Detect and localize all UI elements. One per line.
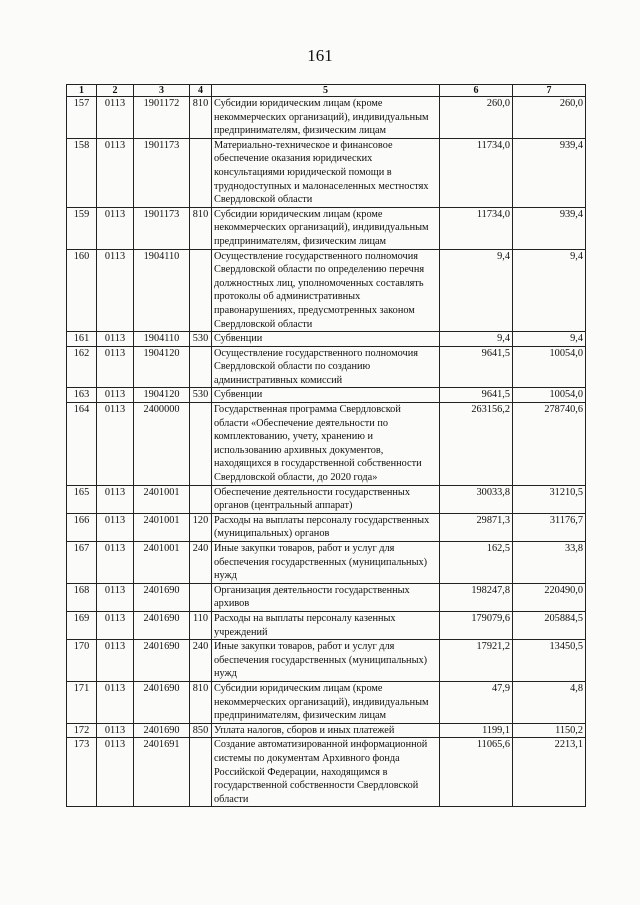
amount-col6-cell: 11734,0 [440,207,513,249]
row-number-cell: 157 [67,97,97,139]
amount-col7-cell: 9,4 [513,332,586,347]
amount-col7-cell: 220490,0 [513,583,586,611]
item-name-cell: Субвенции [212,388,440,403]
target-code-cell: 1901173 [134,207,190,249]
target-code-cell: 2401690 [134,640,190,682]
row-number-cell: 159 [67,207,97,249]
amount-col7-cell: 1150,2 [513,723,586,738]
item-name-cell: Субсидии юридическим лицам (кроме некоммерческих организаций), индивидуальным предпринимателям, физическим лицам [212,681,440,723]
expense-type-cell [190,403,212,486]
expense-type-cell [190,738,212,807]
item-name-cell: Создание автоматизированной информационной системы по документам Архивного фонда Российской Федерации, находящимся в государственной собственности Свердловской области [212,738,440,807]
amount-col6-cell: 162,5 [440,542,513,584]
target-code-cell: 1904120 [134,388,190,403]
row-number-cell: 161 [67,332,97,347]
target-code-cell: 2400000 [134,403,190,486]
amount-col7-cell: 939,4 [513,207,586,249]
amount-col7-cell: 9,4 [513,249,586,332]
section-code-cell: 0113 [97,723,134,738]
amount-col7-cell: 2213,1 [513,738,586,807]
target-code-cell: 1904120 [134,346,190,388]
item-name-cell: Осуществление государственного полномочия Свердловской области по определению перечня должностных лиц, уполномоченных составлять протоколы об административных правонарушениях, предусмотренных законом Свердловской области [212,249,440,332]
target-code-cell: 2401690 [134,611,190,639]
table-row [67,681,586,723]
row-number-cell: 172 [67,723,97,738]
table-row [67,583,586,611]
column-header: 2 [97,85,134,97]
budget-table [66,84,586,807]
item-name-cell: Субсидии юридическим лицам (кроме некоммерческих организаций), индивидуальным предпринимателям, физическим лицам [212,97,440,139]
section-code-cell: 0113 [97,403,134,486]
item-name-cell: Иные закупки товаров, работ и услуг для обеспечения государственных (муниципальных) нужд [212,542,440,584]
section-code-cell: 0113 [97,346,134,388]
row-number-cell: 167 [67,542,97,584]
expense-type-cell: 240 [190,640,212,682]
expense-type-cell: 530 [190,388,212,403]
amount-col6-cell: 9,4 [440,332,513,347]
target-code-cell: 2401690 [134,583,190,611]
target-code-cell: 1904110 [134,249,190,332]
expense-type-cell: 530 [190,332,212,347]
amount-col6-cell: 263156,2 [440,403,513,486]
column-header: 1 [67,85,97,97]
amount-col6-cell: 11734,0 [440,138,513,207]
column-header: 3 [134,85,190,97]
amount-col6-cell: 9641,5 [440,346,513,388]
target-code-cell: 2401001 [134,485,190,513]
expense-type-cell [190,485,212,513]
section-code-cell: 0113 [97,138,134,207]
item-name-cell: Государственная программа Свердловской области «Обеспечение деятельности по комплектованию, учету, хранению и использованию архивных документов, находящихся в государственной собственности Свердловской области, до 2020 года» [212,403,440,486]
row-number-cell: 160 [67,249,97,332]
expense-type-cell: 240 [190,542,212,584]
section-code-cell: 0113 [97,583,134,611]
row-number-cell: 170 [67,640,97,682]
column-header: 6 [440,85,513,97]
table-row [67,611,586,639]
amount-col6-cell: 1199,1 [440,723,513,738]
amount-col7-cell: 260,0 [513,97,586,139]
row-number-cell: 164 [67,403,97,486]
expense-type-cell [190,346,212,388]
amount-col6-cell: 260,0 [440,97,513,139]
table-row [67,403,586,486]
section-code-cell: 0113 [97,249,134,332]
expense-type-cell: 110 [190,611,212,639]
row-number-cell: 169 [67,611,97,639]
expense-type-cell: 810 [190,681,212,723]
amount-col6-cell: 9,4 [440,249,513,332]
item-name-cell: Расходы на выплаты персоналу казенных учреждений [212,611,440,639]
table-row [67,249,586,332]
amount-col7-cell: 10054,0 [513,346,586,388]
item-name-cell: Иные закупки товаров, работ и услуг для обеспечения государственных (муниципальных) нужд [212,640,440,682]
row-number-cell: 173 [67,738,97,807]
table-row [67,640,586,682]
target-code-cell: 2401690 [134,681,190,723]
expense-type-cell [190,249,212,332]
expense-type-cell: 810 [190,207,212,249]
amount-col7-cell: 10054,0 [513,388,586,403]
item-name-cell: Обеспечение деятельности государственных органов (центральный аппарат) [212,485,440,513]
table-row [67,738,586,807]
section-code-cell: 0113 [97,513,134,541]
row-number-cell: 163 [67,388,97,403]
table-row [67,542,586,584]
column-header: 4 [190,85,212,97]
target-code-cell: 1901173 [134,138,190,207]
amount-col6-cell: 179079,6 [440,611,513,639]
table-body [67,97,586,807]
amount-col7-cell: 939,4 [513,138,586,207]
table-row [67,332,586,347]
section-code-cell: 0113 [97,640,134,682]
section-code-cell: 0113 [97,207,134,249]
item-name-cell: Материально-техническое и финансовое обеспечение оказания юридических консультациями юридической помощи в труднодоступных и малонаселенных местностях Свердловской области [212,138,440,207]
item-name-cell: Осуществление государственного полномочия Свердловской области по созданию административных комиссий [212,346,440,388]
expense-type-cell: 810 [190,97,212,139]
amount-col7-cell: 205884,5 [513,611,586,639]
amount-col7-cell: 4,8 [513,681,586,723]
section-code-cell: 0113 [97,97,134,139]
column-header: 5 [212,85,440,97]
amount-col7-cell: 31210,5 [513,485,586,513]
row-number-cell: 165 [67,485,97,513]
table-row [67,485,586,513]
amount-col7-cell: 33,8 [513,542,586,584]
table-row [67,138,586,207]
row-number-cell: 162 [67,346,97,388]
target-code-cell: 2401001 [134,513,190,541]
amount-col6-cell: 198247,8 [440,583,513,611]
section-code-cell: 0113 [97,485,134,513]
amount-col6-cell: 9641,5 [440,388,513,403]
expense-type-cell [190,138,212,207]
target-code-cell: 1904110 [134,332,190,347]
target-code-cell: 2401001 [134,542,190,584]
table-row [67,346,586,388]
row-number-cell: 158 [67,138,97,207]
row-number-cell: 171 [67,681,97,723]
amount-col7-cell: 278740,6 [513,403,586,486]
table-row [67,388,586,403]
item-name-cell: Уплата налогов, сборов и иных платежей [212,723,440,738]
expense-type-cell [190,583,212,611]
section-code-cell: 0113 [97,681,134,723]
section-code-cell: 0113 [97,332,134,347]
amount-col7-cell: 31176,7 [513,513,586,541]
item-name-cell: Субвенции [212,332,440,347]
target-code-cell: 1901172 [134,97,190,139]
section-code-cell: 0113 [97,611,134,639]
target-code-cell: 2401690 [134,723,190,738]
target-code-cell: 2401691 [134,738,190,807]
amount-col6-cell: 47,9 [440,681,513,723]
expense-type-cell: 120 [190,513,212,541]
page-number: 161 [307,46,333,65]
column-header: 7 [513,85,586,97]
section-code-cell: 0113 [97,542,134,584]
table-row [67,207,586,249]
item-name-cell: Расходы на выплаты персоналу государственных (муниципальных) органов [212,513,440,541]
section-code-cell: 0113 [97,388,134,403]
header-row [67,85,586,97]
row-number-cell: 168 [67,583,97,611]
amount-col7-cell: 13450,5 [513,640,586,682]
item-name-cell: Субсидии юридическим лицам (кроме некоммерческих организаций), индивидуальным предпринимателям, физическим лицам [212,207,440,249]
table-row [67,723,586,738]
amount-col6-cell: 30033,8 [440,485,513,513]
item-name-cell: Организация деятельности государственных архивов [212,583,440,611]
amount-col6-cell: 29871,3 [440,513,513,541]
amount-col6-cell: 11065,6 [440,738,513,807]
section-code-cell: 0113 [97,738,134,807]
row-number-cell: 166 [67,513,97,541]
amount-col6-cell: 17921,2 [440,640,513,682]
expense-type-cell: 850 [190,723,212,738]
table-row [67,97,586,139]
table-row [67,513,586,541]
